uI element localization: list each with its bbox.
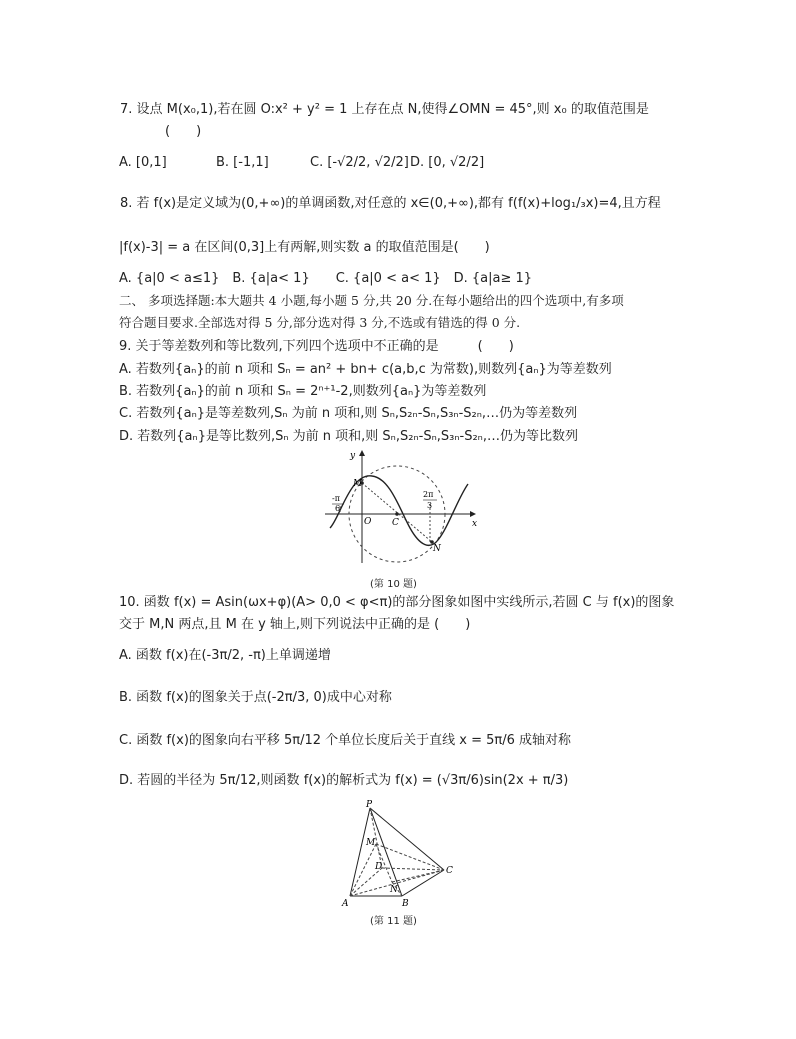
q9-stem: 9. 关于等差数列和等比数列,下列四个选项中不正确的是 ( ) [119, 339, 514, 354]
fig11-label-a: A [342, 899, 349, 909]
fig11-label-d: D [375, 862, 383, 872]
q7-option-c: C. [-√2/2, √2/2] [310, 155, 409, 170]
fig10-label-y: y [350, 451, 356, 461]
fig10-label-m: M [353, 479, 363, 489]
figure-11-caption: (第 11 题) [370, 916, 417, 927]
q10-option-d: D. 若圆的半径为 5π/12,则函数 f(x)的解析式为 f(x) = (√3π/6)sin(2x + π/3) [119, 773, 569, 788]
figure-10-sine-circle [320, 448, 480, 568]
fig10-label-three: 3 [427, 501, 433, 510]
q9-option-d: D. 若数列{aₙ}是等比数列,Sₙ 为前 n 项和,则 Sₙ,S₂ₙ-Sₙ,S₃ₙ-S₂ₙ,…仍为等比数列 [119, 429, 578, 444]
fig11-label-m: M [366, 838, 376, 848]
q10-option-c: C. 函数 f(x)的图象向右平移 5π/12 个单位长度后关于直线 x = 5π/6 成轴对称 [119, 733, 572, 748]
fig11-label-c: C [446, 866, 453, 876]
figure-10-caption: (第 10 题) [370, 579, 417, 590]
q7-stem: 7. 设点 M(x₀,1),若在圆 O:x² + y² = 1 上存在点 N,使得∠OMN = 45°,则 x₀ 的取值范围是 [120, 102, 649, 117]
figure-11-pyramid [338, 800, 468, 910]
section2-instructions-line1: 二、 多项选择题:本大题共 4 小题,每小题 5 分,共 20 分.在每小题给出的四个选项中,有多项 [119, 293, 624, 308]
fig10-label-six: 6 [335, 504, 341, 513]
fig11-label-n: N [390, 885, 398, 895]
q8-stem-line2: |f(x)-3| = a 在区间(0,3]上有两解,则实数 a 的取值范围是( ) [119, 240, 490, 255]
q10-stem-line2: 交于 M,N 两点,且 M 在 y 轴上,则下列说法中正确的是 ( ) [119, 617, 471, 632]
q10-option-b: B. 函数 f(x)的图象关于点(-2π/3, 0)成中心对称 [119, 690, 392, 705]
q7-option-d: D. [0, √2/2] [410, 155, 485, 170]
q8-stem-line1: 8. 若 f(x)是定义域为(0,+∞)的单调函数,对任意的 x∈(0,+∞),都有 f(f(x)+log₁/₃x)=4,且方程 [120, 196, 661, 211]
fig11-label-b: B [402, 899, 409, 909]
q10-stem-line1: 10. 函数 f(x) = Asin(ωx+φ)(A> 0,0 < φ<π)的部分图象如图中实线所示,若圆 C 与 f(x)的图象 [119, 595, 675, 610]
section2-instructions-line2: 符合题目要求.全部选对得 5 分,部分选对得 3 分,不选或有错选的得 0 分. [119, 315, 521, 330]
fig10-label-n: N [433, 544, 441, 554]
q10-option-a: A. 函数 f(x)在(-3π/2, -π)上单调递增 [119, 648, 331, 663]
q9-option-a: A. 若数列{aₙ}的前 n 项和 Sₙ = an² + bn+ c(a,b,c 为常数),则数列{aₙ}为等差数列 [119, 362, 612, 377]
fig10-label-x: x [472, 519, 478, 529]
q8-options: A. {a|0 < a≤1} B. {a|a< 1} C. {a|0 < a< 1} D. {a|a≥ 1} [119, 271, 533, 286]
fig10-label-neg-pi: -π [332, 494, 340, 503]
fig11-label-p: P [366, 800, 373, 810]
fig10-label-two-pi: 2π [423, 490, 434, 499]
fig10-label-c: C [392, 518, 399, 528]
q9-option-b: B. 若数列{aₙ}的前 n 项和 Sₙ = 2ⁿ⁺¹-2,则数列{aₙ}为等差数列 [119, 384, 487, 399]
q7-option-b: B. [-1,1] [216, 155, 269, 170]
q9-option-c: C. 若数列{aₙ}是等差数列,Sₙ 为前 n 项和,则 Sₙ,S₂ₙ-Sₙ,S₃ₙ-S₂ₙ,…仍为等差数列 [119, 406, 578, 421]
q7-option-a: A. [0,1] [119, 155, 167, 170]
fig10-label-o: O [364, 517, 372, 527]
q7-answer-paren: ( ) [165, 124, 202, 139]
